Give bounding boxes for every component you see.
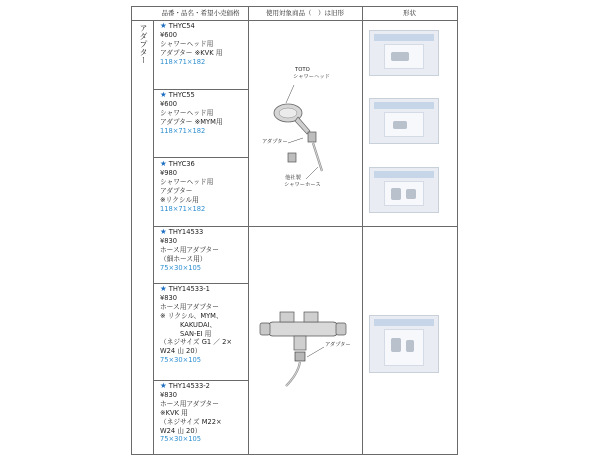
product-desc: シャワーヘッド用 — [160, 177, 214, 186]
package-photo-thyc36 — [369, 167, 439, 213]
column-divider-1 — [248, 7, 249, 454]
product-size: 118×71×182 — [160, 57, 206, 66]
label-shower-hose: シャワーホース — [284, 182, 321, 188]
product-size: 75×30×105 — [160, 263, 201, 272]
star-icon: ★ — [160, 159, 167, 168]
label-adapter: アダプター — [262, 139, 288, 145]
spec-table — [131, 6, 458, 455]
product-desc: ホース用アダプター — [160, 399, 219, 408]
product-thy14533-2 — [160, 382, 222, 444]
product-price: ¥830 — [160, 236, 178, 245]
row-divider — [153, 380, 248, 381]
star-icon: ★ — [160, 21, 167, 30]
adapter-illustration — [288, 132, 316, 162]
product-desc: ホース用アダプター — [160, 302, 219, 311]
product-desc: （細ホース用） — [160, 254, 207, 263]
product-price: ¥830 — [160, 390, 178, 399]
star-icon: ★ — [160, 90, 167, 99]
product-code: THYC36 — [168, 160, 195, 168]
header-product: 品番・品名・希望小売価格 — [161, 9, 240, 17]
package-photo-thyc54 — [369, 30, 439, 76]
product-desc: アダプター — [160, 186, 193, 195]
row-divider — [153, 283, 248, 284]
product-desc: アダプター ※KVK 用 — [160, 48, 223, 57]
product-code: THYC54 — [168, 22, 195, 30]
product-desc: （ネジサイズ G1 ／ 2× — [160, 338, 232, 347]
product-size: 75×30×105 — [160, 435, 201, 444]
product-desc: W24 山 20） — [160, 347, 202, 356]
product-desc: （ネジサイズ M22× — [160, 417, 222, 426]
product-desc: KAKUDAI、 — [180, 320, 217, 329]
package-photo-thyc55 — [369, 98, 439, 144]
adapter-illustration — [295, 352, 305, 361]
category-label: アダプター — [139, 24, 148, 64]
row-divider — [153, 89, 248, 90]
product-size: 75×30×105 — [160, 356, 201, 365]
star-icon: ★ — [160, 227, 167, 236]
header-applicable: 使用対象商品（ ）は旧形 — [266, 9, 344, 17]
label-shower-head: シャワーヘッド — [293, 74, 330, 80]
product-size: 118×71×182 — [160, 204, 206, 213]
product-desc: ※リクシル用 — [160, 195, 199, 204]
product-thyc36 — [160, 160, 213, 213]
product-thy14533 — [160, 228, 219, 273]
product-price: ¥980 — [160, 168, 178, 177]
product-desc: SAN-EI 用 — [180, 329, 212, 338]
label-other-brand: 他社製 — [285, 175, 301, 181]
product-desc: ※ リクシル、MYM、 — [160, 311, 223, 320]
product-desc: ※KVK 用 — [160, 408, 188, 417]
product-desc: ホース用アダプター — [160, 245, 219, 254]
product-thyc55 — [160, 91, 223, 136]
label-toto: TOTO — [295, 67, 310, 73]
product-desc: W24 山 20） — [160, 426, 202, 435]
hose-illustration — [286, 362, 300, 386]
product-size: 118×71×182 — [160, 126, 206, 135]
product-thy14533-1 — [160, 285, 232, 365]
package-photo-thy14533 — [369, 315, 439, 373]
header-shape: 形状 — [403, 9, 416, 17]
group-divider — [153, 226, 457, 227]
product-code: THY14533-1 — [168, 285, 210, 293]
product-code: THY14533-2 — [168, 382, 210, 390]
row-divider — [153, 157, 248, 158]
product-price: ¥600 — [160, 30, 178, 39]
category-divider — [153, 20, 154, 454]
product-desc: アダプター ※MYM用 — [160, 117, 223, 126]
header-divider — [132, 20, 457, 21]
column-divider-2 — [362, 7, 363, 454]
product-desc: シャワーヘッド用 — [160, 39, 214, 48]
product-code: THY14533 — [168, 228, 204, 236]
shower-head-illustration — [274, 104, 310, 134]
star-icon: ★ — [160, 381, 167, 390]
product-desc: シャワーヘッド用 — [160, 108, 214, 117]
product-code: THYC55 — [168, 91, 195, 99]
star-icon: ★ — [160, 284, 167, 293]
label-faucet-adapter: アダプター — [325, 342, 351, 348]
product-thyc54 — [160, 22, 222, 67]
product-price: ¥600 — [160, 99, 178, 108]
hose-illustration — [313, 143, 322, 171]
product-price: ¥830 — [160, 293, 178, 302]
